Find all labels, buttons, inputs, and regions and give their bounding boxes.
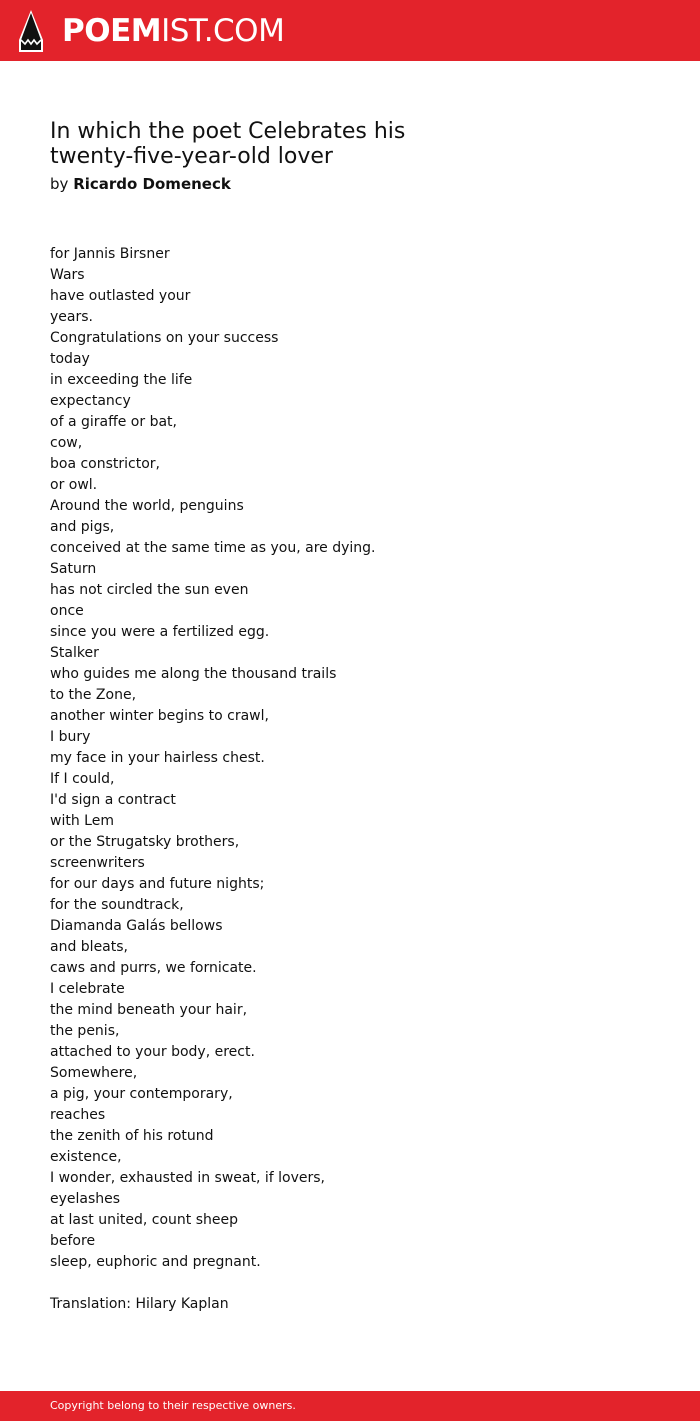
poem-line: the mind beneath your hair, bbox=[50, 1002, 248, 1018]
poem-line: and pigs, bbox=[50, 519, 115, 535]
poem-author: Ricardo Domeneck bbox=[73, 175, 231, 193]
poem-line: years. bbox=[50, 309, 93, 325]
poem-line: Saturn bbox=[50, 561, 97, 577]
poem-line: expectancy bbox=[50, 393, 131, 409]
poem-line: who guides me along the thousand trails bbox=[50, 666, 337, 682]
poem-line: Around the world, penguins bbox=[50, 498, 244, 514]
poem-line: the zenith of his rotund bbox=[50, 1128, 214, 1144]
poem-line: screenwriters bbox=[50, 855, 145, 871]
poem-title: In which the poet Celebrates his twenty-five-year-old lover bbox=[50, 119, 406, 169]
poem-line: has not circled the sun even bbox=[50, 582, 249, 598]
poem-line: I celebrate bbox=[50, 981, 125, 997]
poem-line: or owl. bbox=[50, 477, 98, 493]
poem-line: my face in your hairless chest. bbox=[50, 750, 265, 766]
poem-line: have outlasted your bbox=[50, 288, 191, 304]
pencil-logo-icon[interactable] bbox=[18, 10, 44, 52]
site-footer bbox=[0, 1391, 700, 1421]
poem-line: Wars bbox=[50, 267, 85, 283]
logo-text-light: IST.COM bbox=[161, 13, 285, 49]
poem-line: Congratulations on your success bbox=[50, 330, 279, 346]
poem-line: or the Strugatsky brothers, bbox=[50, 834, 240, 850]
poem-line: conceived at the same time as you, are dying. bbox=[50, 540, 376, 556]
poem-line: I bury bbox=[50, 729, 91, 745]
poem-byline bbox=[50, 174, 231, 194]
site-header bbox=[0, 0, 700, 61]
poem-line: I'd sign a contract bbox=[50, 792, 176, 808]
poem-line: Stalker bbox=[50, 645, 99, 661]
logo-text-bold: POEM bbox=[62, 13, 162, 49]
poem-line: of a giraffe or bat, bbox=[50, 414, 177, 430]
poem-line: cow, bbox=[50, 435, 83, 451]
poem-line: for our days and future nights; bbox=[50, 876, 265, 892]
poem-line: sleep, euphoric and pregnant. bbox=[50, 1254, 261, 1270]
poem-line: If I could, bbox=[50, 771, 115, 787]
poem-line: reaches bbox=[50, 1107, 106, 1123]
poem-line: another winter begins to crawl, bbox=[50, 708, 269, 724]
poem-line: for Jannis Birsner bbox=[50, 246, 170, 262]
poem-line: existence, bbox=[50, 1149, 122, 1165]
copyright-notice: Copyright belong to their respective owners. bbox=[50, 1399, 296, 1412]
poem-line: attached to your body, erect. bbox=[50, 1044, 255, 1060]
poem-line: in exceeding the life bbox=[50, 372, 193, 388]
poem-line: with Lem bbox=[50, 813, 114, 829]
site-logo[interactable] bbox=[62, 12, 284, 50]
poem-line: Somewhere, bbox=[50, 1065, 138, 1081]
poem-line: I wonder, exhausted in sweat, if lovers, bbox=[50, 1170, 325, 1186]
poem-line: and bleats, bbox=[50, 939, 128, 955]
poem-line: caws and purrs, we fornicate. bbox=[50, 960, 257, 976]
poem-line: today bbox=[50, 351, 90, 367]
poem-line: boa constrictor, bbox=[50, 456, 161, 472]
poem-body bbox=[50, 244, 650, 1273]
poem-line: the penis, bbox=[50, 1023, 120, 1039]
poem-line: to the Zone, bbox=[50, 687, 137, 703]
poem-line: eyelashes bbox=[50, 1191, 121, 1207]
poem-line: for the soundtrack, bbox=[50, 897, 184, 913]
poem-line: Diamanda Galás bellows bbox=[50, 918, 223, 934]
byline-prefix: by bbox=[50, 175, 69, 193]
poem-line: before bbox=[50, 1233, 96, 1249]
poem-line: once bbox=[50, 603, 84, 619]
poem-line: at last united, count sheep bbox=[50, 1212, 238, 1228]
poem-line: since you were a fertilized egg. bbox=[50, 624, 270, 640]
poem-line: a pig, your contemporary, bbox=[50, 1086, 233, 1102]
translation-credit: Translation: Hilary Kaplan bbox=[50, 1296, 229, 1312]
